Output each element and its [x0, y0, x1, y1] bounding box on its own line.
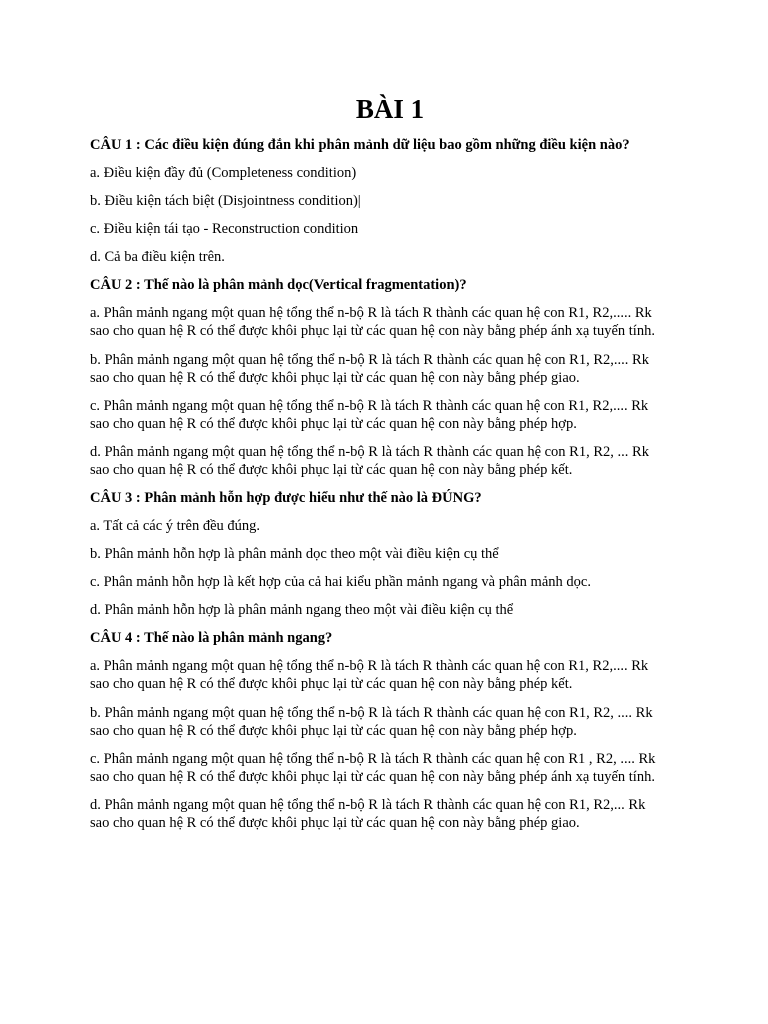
question-4-option-c: c. Phân mảnh ngang một quan hệ tổng thể n-bộ R là tách R thành các quan hệ con R1 , R2, .... Rk sao cho quan hệ R có thể được khôi phục lại từ các quan hệ con này bằng phép ánh xạ tuyến tính. [90, 751, 656, 785]
document-title: BÀI 1 [355, 94, 425, 124]
question-4-heading: CÂU 4 : Thế nào là phân mảnh ngang? [90, 630, 333, 646]
question-2-option-b: b. Phân mảnh ngang một quan hệ tổng thể n-bộ R là tách R thành các quan hệ con R1, R2,.... Rk sao cho quan hệ R có thể được khôi phục lại từ các quan hệ con này bằng phép giao. [90, 352, 649, 386]
question-2-option-a: a. Phân mảnh ngang một quan hệ tổng thể n-bộ R là tách R thành các quan hệ con R1, R2,..... Rk sao cho quan hệ R có thể được khôi phục lại từ các quan hệ con này bằng phép ánh xạ tuyến tính. [90, 305, 655, 339]
question-3-option-a: a. Tất cả các ý trên đều đúng. [90, 518, 261, 534]
question-4-option-a: a. Phân mảnh ngang một quan hệ tổng thể n-bộ R là tách R thành các quan hệ con R1, R2,.... Rk sao cho quan hệ R có thể được khôi phục lại từ các quan hệ con này bằng phép kết. [90, 658, 649, 692]
question-3-option-c: c. Phân mảnh hỗn hợp là kết hợp của cả hai kiểu phần mảnh ngang và phân mảnh dọc. [90, 574, 591, 590]
question-1-option-a: a. Điều kiện đầy đủ (Completeness condition) [90, 165, 357, 181]
question-4-option-d: d. Phân mảnh ngang một quan hệ tổng thể n-bộ R là tách R thành các quan hệ con R1, R2,... Rk sao cho quan hệ R có thể được khôi phục lại từ các quan hệ con này bằng phép giao. [90, 797, 646, 831]
question-2-option-d: d. Phân mảnh ngang một quan hệ tổng thể n-bộ R là tách R thành các quan hệ con R1, R2, ... Rk sao cho quan hệ R có thể được khôi phục lại từ các quan hệ con này bằng phép kết. [90, 444, 649, 478]
question-1-option-c: c. Điều kiện tái tạo - Reconstruction condition [90, 221, 359, 237]
question-1-heading: CÂU 1 : Các điều kiện đúng đắn khi phân mảnh dữ liệu bao gồm những điều kiện nào? [90, 137, 630, 153]
question-3-option-b: b. Phân mảnh hỗn hợp là phân mảnh dọc theo một vài điều kiện cụ thể [90, 546, 499, 562]
question-3-heading: CÂU 3 : Phân mảnh hỗn hợp được hiểu như thế nào là ĐÚNG? [90, 490, 482, 506]
question-1-option-b: b. Điều kiện tách biệt (Disjointness condition)| [90, 193, 361, 209]
question-4-option-b: b. Phân mảnh ngang một quan hệ tổng thể n-bộ R là tách R thành các quan hệ con R1, R2, .... Rk sao cho quan hệ R có thể được khôi phục lại từ các quan hệ con này bằng phép hợp. [90, 705, 653, 739]
question-3-option-d: d. Phân mảnh hỗn hợp là phân mảnh ngang theo một vài điều kiện cụ thể [90, 602, 514, 618]
question-1-option-d: d. Cả ba điều kiện trên. [90, 249, 225, 265]
question-2-option-c: c. Phân mảnh ngang một quan hệ tổng thể n-bộ R là tách R thành các quan hệ con R1, R2,.... Rk sao cho quan hệ R có thể được khôi phục lại từ các quan hệ con này bằng phép hợp. [90, 398, 649, 432]
question-2-heading: CÂU 2 : Thế nào là phân mảnh dọc(Vertical fragmentation)? [90, 277, 467, 293]
